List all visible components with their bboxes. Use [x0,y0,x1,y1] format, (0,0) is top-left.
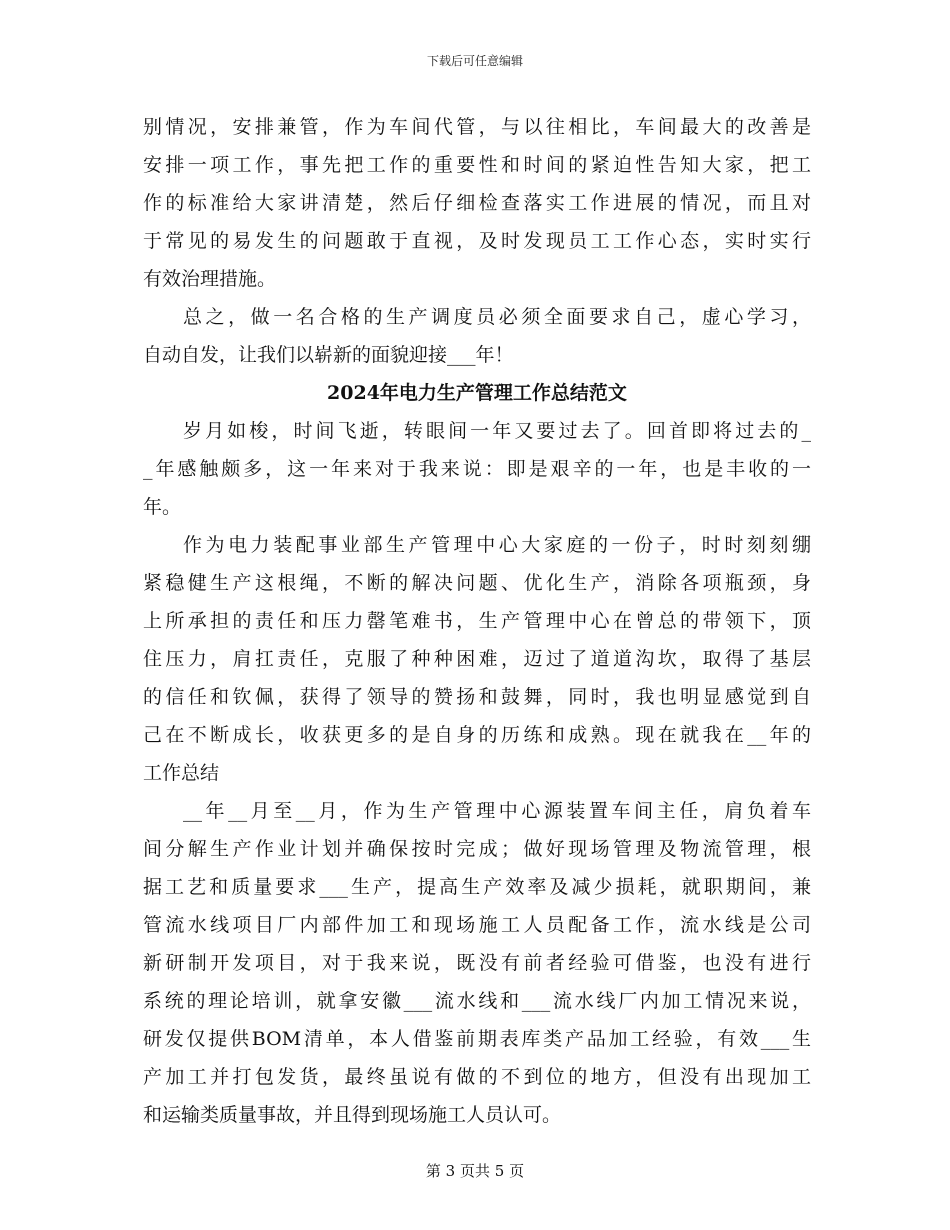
text-line: 产加工并打包发货，最终虽说有做的不到位的地方，但没有出现加工 [143,1066,811,1088]
text-line: 和运输类质量事故，并且得到现场施工人员认可。 [143,1104,562,1126]
text-line: 自动自发，让我们以崭新的面貌迎接___年！ [143,344,514,366]
text-line: 工作总结 [143,762,220,784]
section-title: 2024年电力生产管理工作总结范文 [327,382,627,404]
page-footer: 第 3 页共 5 页 [425,1162,525,1180]
text-line: 间分解生产作业计划并确保按时完成；做好现场管理及物流管理，根 [143,838,811,860]
text-line: _年感触颇多，这一年来对于我来说：即是艰辛的一年，也是丰收的一 [143,458,811,480]
text-line: 上所承担的责任和压力罄笔难书，生产管理中心在曾总的带领下，顶 [143,610,811,632]
text-line: __年__月至__月，作为生产管理中心源装置车间主任，肩负着车 [183,800,811,822]
text-line: 总之，做一名合格的生产调度员必须全面要求自己，虚心学习， [183,306,811,328]
text-line: 研发仅提供BOM清单，本人借鉴前期表库类产品加工经验，有效___生 [143,1028,811,1050]
text-line: 别情况，安排兼管，作为车间代管，与以往相比，车间最大的改善是 [143,116,811,138]
text-line: 作的标准给大家讲清楚，然后仔细检查落实工作进展的情况，而且对 [143,192,811,214]
text-line: 紧稳健生产这根绳，不断的解决问题、优化生产，消除各项瓶颈，身 [143,572,811,594]
text-line: 有效治理措施。 [143,268,277,290]
text-line: 年。 [143,496,182,518]
text-line: 新研制开发项目，对于我来说，既没有前者经验可借鉴，也没有进行 [143,952,811,974]
text-line: 安排一项工作，事先把工作的重要性和时间的紧迫性告知大家，把工 [143,154,811,176]
text-line: 作为电力装配事业部生产管理中心大家庭的一份子，时时刻刻绷 [183,534,811,556]
page-header: 下载后可任意编辑 [426,54,523,68]
text-line: 的信任和钦佩，获得了领导的赞扬和鼓舞，同时，我也明显感觉到自 [143,686,811,708]
text-line: 岁月如梭，时间飞逝，转眼间一年又要过去了。回首即将过去的_ [183,420,811,442]
text-line: 管流水线项目厂内部件加工和现场施工人员配备工作，流水线是公司 [143,914,811,936]
text-line: 住压力，肩扛责任，克服了种种困难，迈过了道道沟坎，取得了基层 [143,648,811,670]
text-line: 于常见的易发生的问题敢于直视，及时发现员工工作心态，实时实行 [143,230,811,252]
text-line: 己在不断成长，收获更多的是自身的历练和成熟。现在就我在__年的 [143,724,811,746]
document-body [143,108,811,1134]
text-line: 系统的理论培训，就拿安徽___流水线和___流水线厂内加工情况来说， [143,990,811,1012]
text-line: 据工艺和质量要求___生产，提高生产效率及减少损耗，就职期间，兼 [143,876,811,898]
